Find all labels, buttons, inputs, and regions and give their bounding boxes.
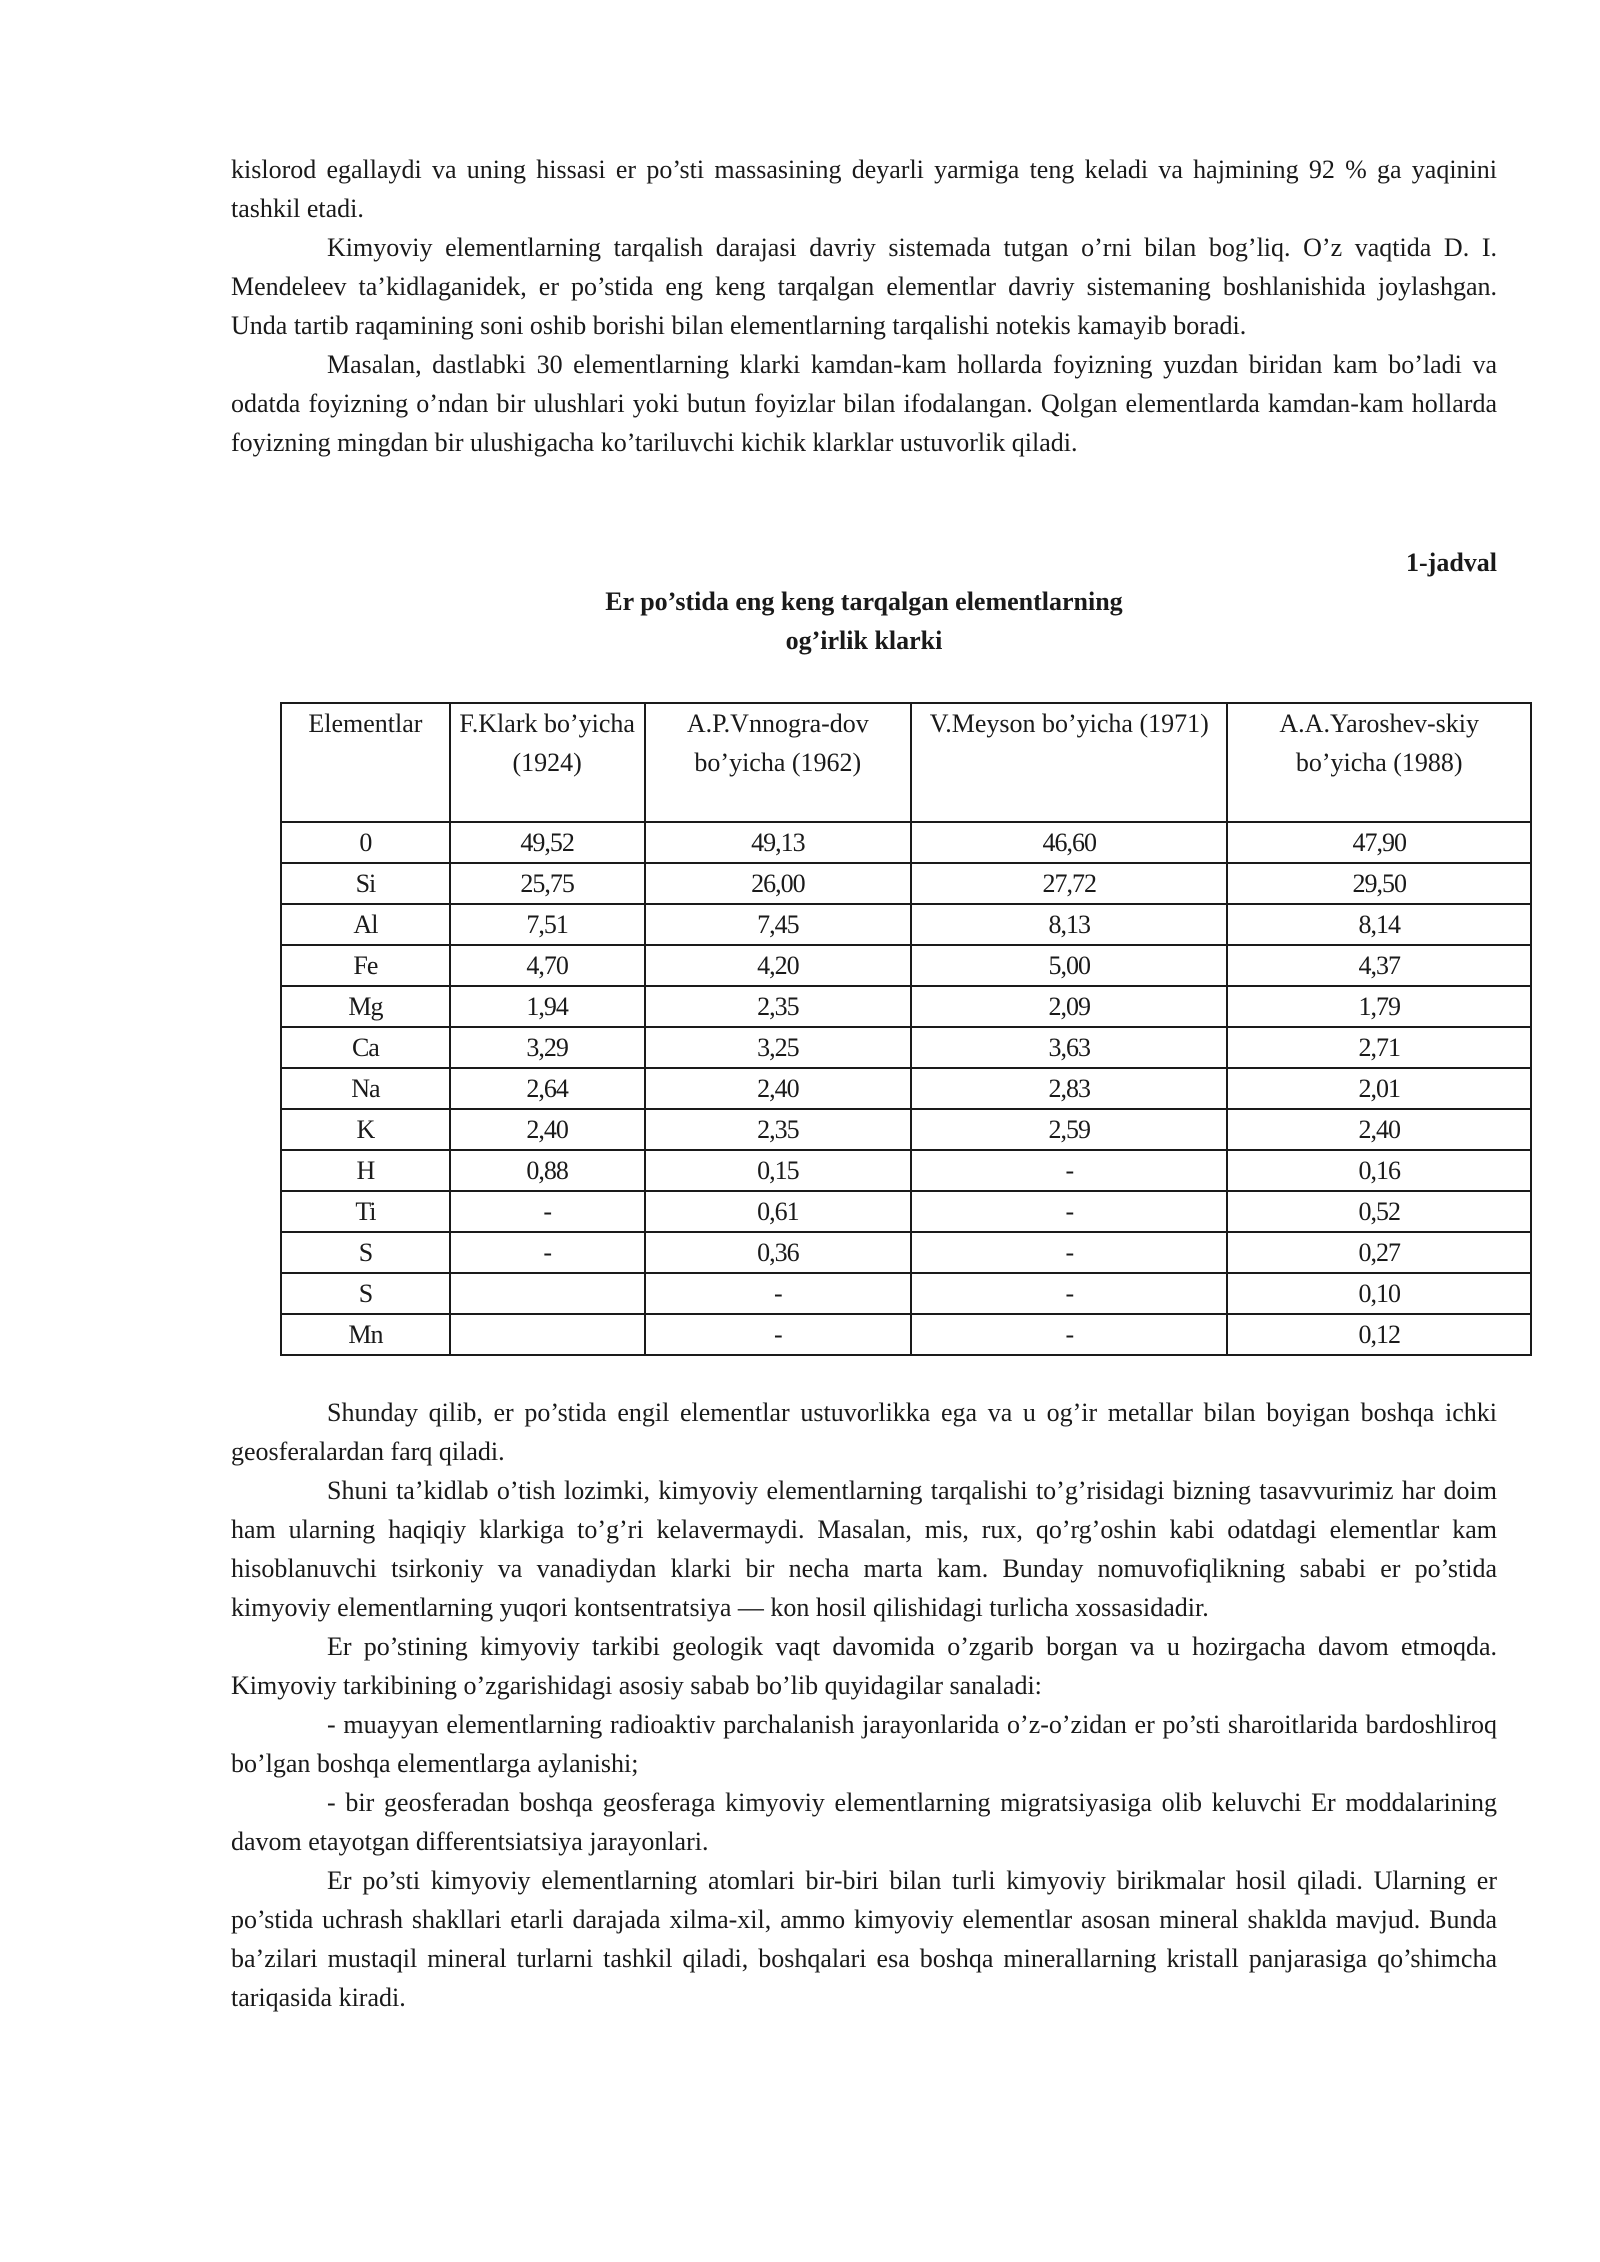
value-cell: 8,13 <box>911 904 1227 945</box>
value-cell: 2,40 <box>450 1109 645 1150</box>
value-cell: 25,75 <box>450 863 645 904</box>
value-cell: 4,37 <box>1227 945 1531 986</box>
element-cell: Si <box>281 863 450 904</box>
value-cell: 2,35 <box>645 986 912 1027</box>
element-cell: K <box>281 1109 450 1150</box>
table-title <box>231 582 1497 660</box>
value-cell <box>450 1273 645 1314</box>
value-cell: 4,20 <box>645 945 912 986</box>
value-cell: 49,13 <box>645 822 912 863</box>
element-cell: Mn <box>281 1314 450 1355</box>
element-cell: Al <box>281 904 450 945</box>
paragraph: Kimyoviy elementlarning tarqalish darajasi davriy sistemada tutgan o’rni bilan bog’liq. O’z vaqtida D. I. Mendeleev ta’kidlaganidek, er po’stida eng keng tarqalgan elementlar davriy sistemaning boshlanishida joylashgan. Unda tartib raqamining soni oshib borishi bilan elementlarning tarqalishi notekis kamayib boradi. <box>231 233 1497 340</box>
table-title-line: og’irlik klarki <box>785 626 943 655</box>
value-cell: - <box>645 1314 912 1355</box>
list-item: - muayyan elementlarning radioaktiv parchalanish jarayonlarida o’z-o’zidan er po’sti sharoitlarida bardoshliroq bo’lgan boshqa elementlarga aylanishi; <box>231 1710 1497 1778</box>
element-cell: 0 <box>281 822 450 863</box>
paragraph: kislorod egallaydi va uning hissasi er po’sti massasining deyarli yarmiga teng keladi va hajmining 92 % ga yaqinini tashkil etadi. <box>231 155 1497 223</box>
value-cell: 0,61 <box>645 1191 912 1232</box>
paragraph: Masalan, dastlabki 30 elementlarning klarki kamdan-kam hollarda foyizning yuzdan biridan kam bo’ladi va odatda foyizning o’ndan bir ulushlari yoki butun foyizlar bilan ifodalangan. Qolgan elementlarda kamdan-kam hollarda foyizning mingdan bir ulushigacha ko’tariluvchi kichik klarklar ustuvorlik qiladi. <box>231 350 1497 457</box>
column-header: A.P.Vnnogra-dov bo’yicha (1962) <box>645 703 912 822</box>
column-header: F.Klark bo’yicha (1924) <box>450 703 645 822</box>
value-cell: 0,52 <box>1227 1191 1531 1232</box>
element-cell: Mg <box>281 986 450 1027</box>
table-row <box>281 1273 1531 1314</box>
value-cell: 1,79 <box>1227 986 1531 1027</box>
value-cell: 7,51 <box>450 904 645 945</box>
table-body <box>281 822 1531 1355</box>
column-header: V.Meyson bo’yicha (1971) <box>911 703 1227 822</box>
element-cell: S <box>281 1273 450 1314</box>
column-header: Elementlar <box>281 703 450 822</box>
element-cell: Na <box>281 1068 450 1109</box>
value-cell: 0,27 <box>1227 1232 1531 1273</box>
value-cell: - <box>911 1150 1227 1191</box>
value-cell: 47,90 <box>1227 822 1531 863</box>
element-cell: S <box>281 1232 450 1273</box>
table-row <box>281 863 1531 904</box>
value-cell: 2,09 <box>911 986 1227 1027</box>
table-row <box>281 1232 1531 1273</box>
paragraph: Er po’stining kimyoviy tarkibi geologik vaqt davomida o’zgarib borgan va u hozirgacha davom etmoqda. Kimyoviy tarkibining o’zgarishidagi asosiy sabab bo’lib quyidagilar sanaladi: <box>231 1632 1497 1700</box>
value-cell: 7,45 <box>645 904 912 945</box>
value-cell: - <box>450 1191 645 1232</box>
value-cell: 4,70 <box>450 945 645 986</box>
conclusion-text <box>231 1393 1497 2017</box>
value-cell: - <box>645 1273 912 1314</box>
table-row <box>281 822 1531 863</box>
value-cell: 1,94 <box>450 986 645 1027</box>
value-cell: 2,71 <box>1227 1027 1531 1068</box>
table-row <box>281 904 1531 945</box>
list-item: - bir geosferadan boshqa geosferaga kimyoviy elementlarning migratsiyasiga olib keluvchi Er moddalarining davom etayotgan differentsiatsiya jarayonlari. <box>231 1788 1497 1856</box>
table-title-line: Er po’stida eng keng tarqalgan elementlarning <box>605 587 1123 616</box>
paragraph: Shuni ta’kidlab o’tish lozimki, kimyoviy elementlarning tarqalishi to’g’risidagi bizning tasavvurimiz har doim ham ularning haqiqiy klarkiga to’g’ri kelavermaydi. Masalan, mis, rux, qo’rg’oshin kabi odatdagi elementlar kam hisoblanuvchi tsirkoniy va vanadiydan klarki bir necha marta kam. Bunday nomuvofiqlikning sababi er po’stida kimyoviy elementlarning yuqori kontsentratsiya — kon hosil qilishidagi turlicha xossasidadir. <box>231 1476 1497 1622</box>
value-cell: - <box>911 1232 1227 1273</box>
table-row <box>281 1150 1531 1191</box>
value-cell: 2,40 <box>645 1068 912 1109</box>
value-cell: 26,00 <box>645 863 912 904</box>
table-row <box>281 1109 1531 1150</box>
table-row <box>281 1314 1531 1355</box>
value-cell: 8,14 <box>1227 904 1531 945</box>
value-cell: - <box>911 1314 1227 1355</box>
table-row <box>281 1068 1531 1109</box>
value-cell: 0,36 <box>645 1232 912 1273</box>
value-cell: - <box>450 1232 645 1273</box>
table-row <box>281 986 1531 1027</box>
value-cell <box>450 1314 645 1355</box>
value-cell: 49,52 <box>450 822 645 863</box>
value-cell: 27,72 <box>911 863 1227 904</box>
value-cell: 46,60 <box>911 822 1227 863</box>
value-cell: 3,25 <box>645 1027 912 1068</box>
table-label: 1-jadval <box>1406 548 1497 577</box>
intro-text <box>231 150 1497 462</box>
element-cell: Fe <box>281 945 450 986</box>
value-cell: 29,50 <box>1227 863 1531 904</box>
table-row <box>281 1191 1531 1232</box>
value-cell: 5,00 <box>911 945 1227 986</box>
value-cell: 0,10 <box>1227 1273 1531 1314</box>
value-cell: 2,40 <box>1227 1109 1531 1150</box>
element-cell: Ca <box>281 1027 450 1068</box>
value-cell: - <box>911 1273 1227 1314</box>
value-cell: - <box>911 1191 1227 1232</box>
table-header-row <box>281 703 1531 822</box>
value-cell: 3,29 <box>450 1027 645 1068</box>
column-header: A.A.Yaroshev-skiy bo’yicha (1988) <box>1227 703 1531 822</box>
table-row <box>281 945 1531 986</box>
value-cell: 2,83 <box>911 1068 1227 1109</box>
value-cell: 0,88 <box>450 1150 645 1191</box>
value-cell: 3,63 <box>911 1027 1227 1068</box>
value-cell: 0,12 <box>1227 1314 1531 1355</box>
clarke-table <box>280 702 1532 1356</box>
table-row <box>281 1027 1531 1068</box>
paragraph: Er po’sti kimyoviy elementlarning atomlari bir-biri bilan turli kimyoviy birikmalar hosil qiladi. Ularning er po’stida uchrash shakllari etarli darajada xilma-xil, ammo kimyoviy elementlar asosan mineral shaklda mavjud. Bunda ba’zilari mustaqil mineral turlarni tashkil qiladi, boshqalari esa boshqa minerallarning kristall panjarasiga qo’shimcha tariqasida kiradi. <box>231 1866 1497 2012</box>
value-cell: 2,35 <box>645 1109 912 1150</box>
value-cell: 2,59 <box>911 1109 1227 1150</box>
value-cell: 0,16 <box>1227 1150 1531 1191</box>
element-cell: Ti <box>281 1191 450 1232</box>
value-cell: 0,15 <box>645 1150 912 1191</box>
value-cell: 2,64 <box>450 1068 645 1109</box>
value-cell: 2,01 <box>1227 1068 1531 1109</box>
paragraph: Shunday qilib, er po’stida engil elementlar ustuvorlikka ega va u og’ir metallar bilan boyigan boshqa ichki geosferalardan farq qiladi. <box>231 1398 1497 1466</box>
element-cell: H <box>281 1150 450 1191</box>
